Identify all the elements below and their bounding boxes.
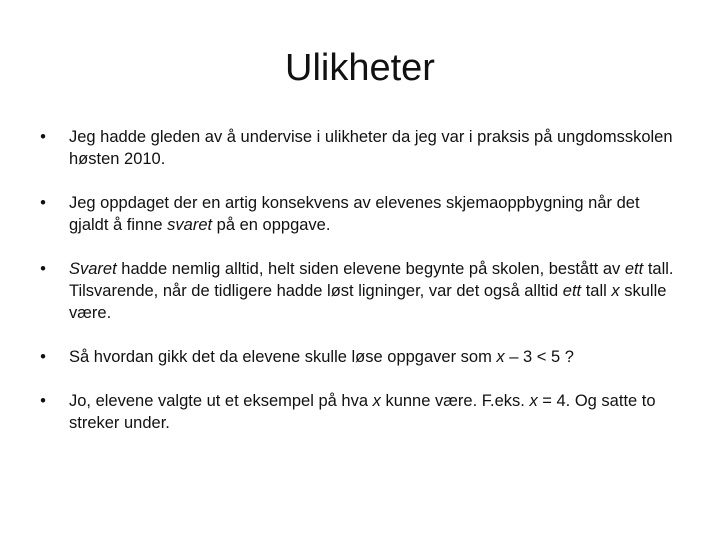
text-run: Jeg hadde gleden av å undervise i ulikheter da jeg var i praksis på ungdomsskolen høsten 2010. [69,128,673,168]
italic-run: Svaret [69,260,117,278]
italic-run: x [529,392,538,410]
italic-run: x [496,348,505,366]
bullet-text [69,392,656,432]
bullet-item [36,390,676,434]
bullet-dot: • [40,260,46,278]
bullet-text [69,348,574,366]
bullet-dot: • [40,194,46,212]
text-run: Så hvordan gikk det da elevene skulle løse oppgaver som [69,348,497,366]
bullet-text [69,194,640,234]
text-run: tall [581,282,612,300]
text-run: skulle være. [69,282,667,322]
italic-run: svaret [167,216,213,234]
text-run: kunne være. F.eks. [380,392,530,410]
text-run: hadde nemlig alltid, helt siden elevene begynte på skolen, bestått av [116,260,625,278]
italic-run: ett [624,260,644,278]
bullet-item [36,126,676,170]
bullet-dot: • [40,392,46,410]
bullet-item [36,258,676,324]
bullet-dot: • [40,128,46,146]
text-run: tall. Tilsvarende, når de tidligere hadde løst ligninger, var det også alltid [69,260,674,300]
bullet-item [36,346,676,368]
text-run: på en oppgave. [212,216,331,234]
italic-run: x [611,282,620,300]
text-run: – 3 < 5 ? [504,348,574,366]
text-run: Jeg oppdaget der en artig konsekvens av elevenes skjemaoppbygning når det gjaldt å finne [69,194,640,234]
bullet-list [36,126,676,434]
text-run: = 4. Og satte to streker under. [69,392,656,432]
bullet-text [69,128,673,168]
italic-run: ett [562,282,582,300]
slide-title: Ulikheter [285,47,435,89]
bullet-item [36,192,676,236]
italic-run: x [372,392,381,410]
bullet-dot: • [40,348,46,366]
bullet-text [69,260,674,322]
text-run: Jo, elevene valgte ut et eksempel på hva [69,392,373,410]
